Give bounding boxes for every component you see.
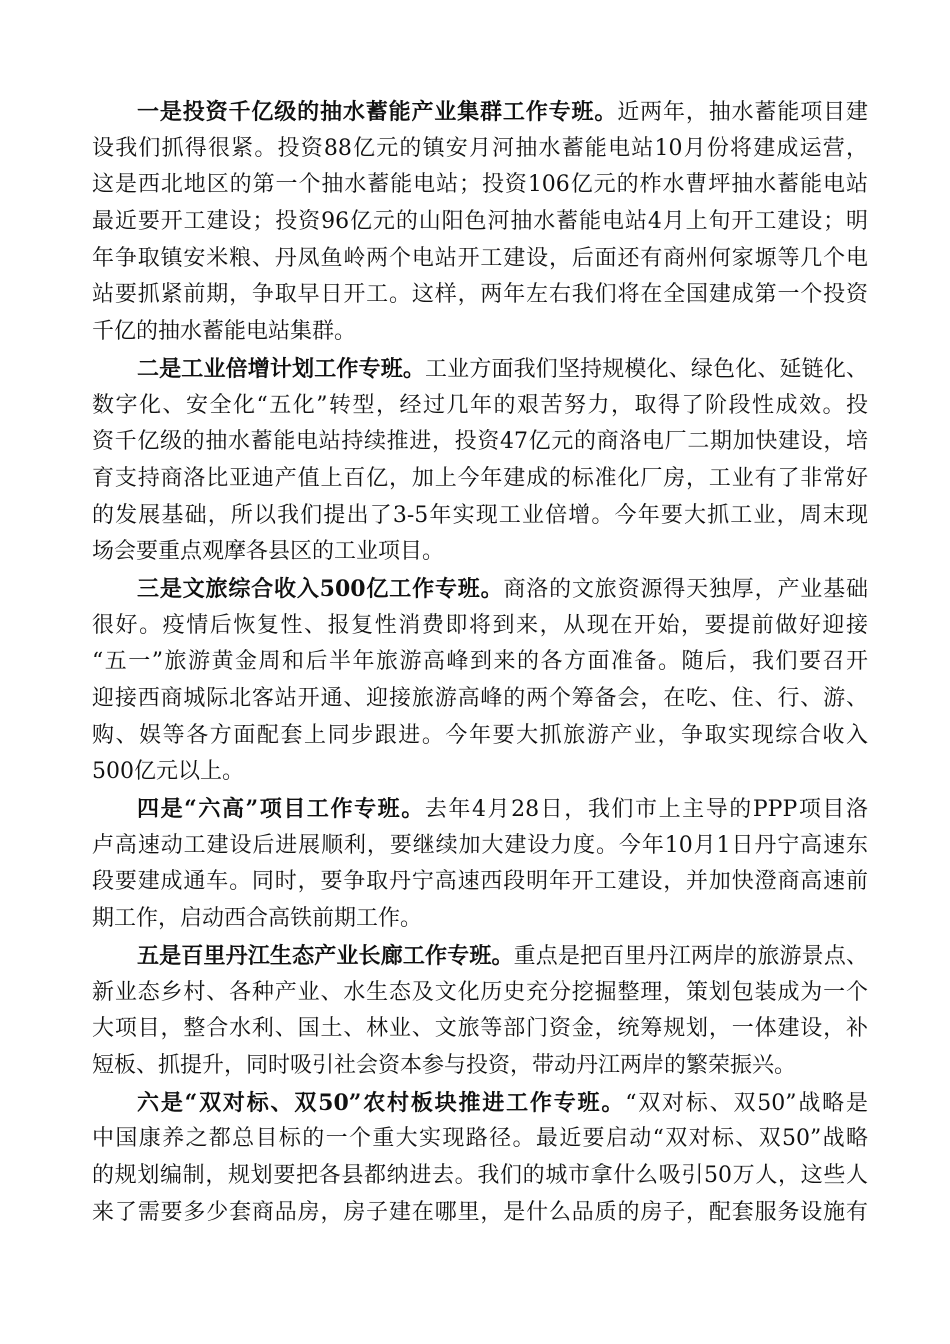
line-text: 重点是把百里丹江两岸的旅游景点、 [513, 943, 868, 969]
text-line [92, 754, 868, 791]
text-line [92, 828, 868, 865]
line-text: 去年4月28日，我们市上主导的PPP项目洛 [424, 797, 869, 823]
line-text: 设我们抓得很紧。投资88亿元的镇安月河抽水蓄能电站10月份将建成运营， [92, 135, 868, 161]
text-line [92, 498, 868, 535]
text-line [92, 351, 868, 388]
text-line [92, 938, 868, 975]
paragraph-heading: 五是百里丹江生态产业长廊工作专班。 [137, 942, 514, 969]
paragraph [92, 1085, 868, 1232]
text-line [92, 1048, 868, 1085]
paragraph-heading: 一是投资千亿级的抽水蓄能产业集群工作专班。 [137, 99, 618, 125]
paragraph-heading: 四是“六高”项目工作专班。 [137, 796, 425, 823]
line-text: 中国康养之都总目标的一个重大实现路径。最近要启动“双对标、双50”战略 [92, 1126, 868, 1152]
paragraph [92, 94, 868, 351]
paragraph-heading: 三是文旅综合收入500亿工作专班。 [137, 575, 504, 602]
text-line [92, 167, 868, 204]
text-line [92, 204, 868, 241]
text-line [92, 1121, 868, 1158]
line-text: 数字化、安全化“五化”转型，经过几年的艰苦努力，取得了阶段性成效。投 [92, 392, 868, 418]
text-line [92, 534, 868, 571]
line-text: 场会要重点观摩各县区的工业项目。 [92, 539, 445, 565]
line-text: 购、娱等各方面配套上同步跟进。今年要大抓旅游产业，争取实现综合收入 [92, 722, 868, 748]
paragraph-heading: 二是工业倍增计划工作专班。 [137, 355, 426, 382]
line-text: 短板、抓提升，同时吸引社会资本参与投资，带动丹江两岸的繁荣振兴。 [92, 1052, 797, 1078]
line-text: 来了需要多少套商品房，房子建在哪里，是什么品质的房子，配套服务设施有 [92, 1199, 868, 1225]
paragraph [92, 351, 868, 571]
text-line [92, 1011, 868, 1048]
line-text: 这是西北地区的第一个抽水蓄能电站；投资106亿元的柞水曹坪抽水蓄能电站 [92, 172, 868, 198]
line-text: “双对标、双50”战略是 [625, 1090, 868, 1116]
line-text: 育支持商洛比亚迪产值上百亿，加上今年建成的标准化厂房，工业有了非常好 [92, 465, 868, 491]
line-text: 卢高速动工建设后进展顺利，要继续加大建设力度。今年10月1日丹宁高速东 [92, 832, 868, 858]
document-body [92, 94, 868, 1231]
text-line [92, 681, 868, 718]
text-line [92, 1195, 868, 1232]
line-text: 500亿元以上。 [92, 759, 244, 785]
line-text: 工业方面我们坚持规模化、绿色化、延链化、 [425, 356, 868, 382]
text-line [92, 608, 868, 645]
paragraph [92, 791, 868, 938]
line-text: 近两年，抽水蓄能项目建 [617, 100, 868, 125]
line-text: 大项目，整合水利、国土、林业、文旅等部门资金，统筹规划，一体建设，补 [92, 1016, 868, 1042]
text-line [92, 388, 868, 425]
text-line [92, 277, 868, 314]
paragraph [92, 571, 868, 791]
text-line [92, 241, 868, 278]
text-line [92, 864, 868, 901]
paragraph-heading: 六是“双对标、双50”农村板块推进工作专班。 [137, 1089, 626, 1116]
line-text: 商洛的文旅资源得天独厚，产业基础 [503, 576, 868, 602]
line-text: 站要抓紧前期，争取早日开工。这样，两年左右我们将在全国建成第一个投资 [92, 282, 868, 308]
line-text: 的规划编制，规划要把各县都纳进去。我们的城市拿什么吸引50万人，这些人 [92, 1162, 868, 1188]
line-text: 资千亿级的抽水蓄能电站持续推进，投资47亿元的商洛电厂二期加快建设，培 [92, 429, 868, 455]
text-line [92, 791, 868, 828]
text-line [92, 1158, 868, 1195]
text-line [92, 424, 868, 461]
text-line [92, 975, 868, 1012]
line-text: 很好。疫情后恢复性、报复性消费即将到来，从现在开始，要提前做好迎接 [92, 612, 868, 638]
text-line [92, 94, 868, 131]
line-text: 期工作，启动西合高铁前期工作。 [92, 906, 423, 932]
text-line [92, 1085, 868, 1122]
text-line [92, 461, 868, 498]
text-line [92, 718, 868, 755]
text-line [92, 571, 868, 608]
text-line [92, 131, 868, 168]
line-text: 迎接西商城际北客站开通、迎接旅游高峰的两个筹备会，在吃、住、行、游、 [92, 686, 868, 711]
text-line [92, 314, 868, 351]
line-text: 新业态乡村、各种产业、水生态及文化历史充分挖掘整理，策划包装成为一个 [92, 979, 868, 1005]
text-line [92, 901, 868, 938]
text-line [92, 644, 868, 681]
line-text: 段要建成通车。同时，要争取丹宁高速西段明年开工建设，并加快澄商高速前 [92, 869, 868, 895]
line-text: 最近要开工建设；投资96亿元的山阳色河抽水蓄能电站4月上旬开工建设；明 [92, 209, 868, 235]
line-text: 千亿的抽水蓄能电站集群。 [92, 319, 357, 345]
line-text: 的发展基础，所以我们提出了3-5年实现工业倍增。今年要大抓工业，周末现 [92, 502, 868, 528]
line-text: 年争取镇安米粮、丹凤鱼岭两个电站开工建设，后面还有商州何家塬等几个电 [92, 245, 868, 271]
paragraph [92, 938, 868, 1085]
line-text: “五一”旅游黄金周和后半年旅游高峰到来的各方面准备。随后，我们要召开 [92, 649, 868, 675]
